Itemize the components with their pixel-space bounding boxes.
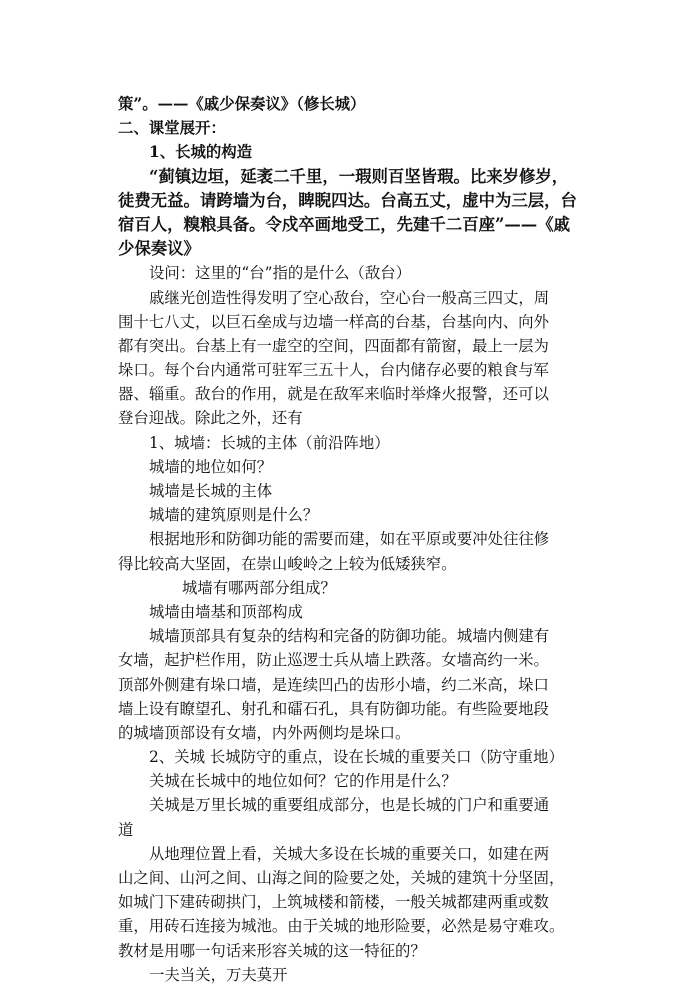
paragraph-line: 女墙，起护栏作用，防止巡逻士兵从墙上跌落。女墙高约一米。 [118,651,549,670]
question-line: 城墙的地位如何？ [149,457,273,476]
paragraph-line: 从地理位置上看，关城大多设在长城的重要关口，如建在两 [149,844,550,863]
quote-line: 徒费无益。请跨墙为台，睥睨四达。台高五丈，虚中为三层，台 [118,190,577,210]
question-line: 城墙有哪两部分组成？ [182,578,336,597]
quote-line: 少保奏议》 [118,239,200,259]
paragraph-line: 的城墙顶部设有女墙，内外两侧均是垛口。 [118,723,411,742]
paragraph-line: 得比较高大坚固，在崇山峻岭之上较为低矮狭窄。 [118,554,457,573]
subsection-heading: 1、长城的构造 [149,143,253,162]
paragraph-line: 关城是万里长城的重要组成部分，也是长城的门户和重要通 [149,796,550,815]
answer-line: 城墙由墙基和顶部构成 [149,602,303,621]
question-line: 关城在长城中的地位如何？它的作用是什么？ [149,772,457,791]
quote-source-line: 策”。——《戚少保奏议》（修长城） [118,95,366,113]
paragraph-line: 道 [118,820,134,839]
paragraph-line: 围十七八丈，以巨石垒成与边墙一样高的台基，台基向内、向外 [118,312,549,331]
quote-line: “蓟镇边垣，延袤二千里，一瑕则百坚皆瑕。比来岁修岁， [149,166,569,186]
paragraph-line: 登台迎战。除此之外，还有 [118,409,303,428]
list-item-heading: 2、关城 长城防守的重点，设在长城的重要关口（防守重地） [149,748,564,767]
quote-line: 宿百人，糗粮具备。令戍卒画地受工，先建千二百座”——《戚 [118,214,570,234]
section-heading: 二、课堂展开： [118,119,226,138]
question-line: 教材是用哪一句话来形容关城的这一特征的？ [118,941,426,960]
paragraph-line: 都有突出。台基上有一虚空的空间，四面都有箭窗，最上一层为 [118,336,549,355]
list-item-heading: 1、城墙：长城的主体（前沿阵地） [149,433,390,452]
paragraph-line: 如城门下建砖砌拱门，上筑城楼和箭楼，一般关城都建两重或数 [118,893,549,912]
paragraph-line: 顶部外侧建有垛口墙，是连续凹凸的齿形小墙，约二米高，垛口 [118,675,549,694]
paragraph-line: 重，用砖石连接为城池。由于关城的地形险要，必然是易守难攻。 [118,917,565,936]
document-page [118,92,580,987]
paragraph-line: 墙上设有瞭望孔、射孔和礌石孔，具有防御功能。有些险要地段 [118,699,549,718]
question-line: 城墙的建筑原则是什么？ [149,506,319,525]
answer-line: 城墙是长城的主体 [149,482,273,500]
paragraph-line: 戚继光创造性得发明了空心敌台，空心台一般高三四丈，周 [149,288,550,307]
paragraph-line: 垛口。每个台内通常可驻军三五十人，台内储存必要的粮食与军 [118,361,549,380]
answer-line: 一夫当关，万夫莫开 [149,965,288,984]
paragraph-line: 器、辎重。敌台的作用，就是在敌军来临时举烽火报警，还可以 [118,385,549,404]
paragraph-line: 根据地形和防御功能的需要而建，如在平原或要冲处往往修 [149,530,550,549]
paragraph-line: 山之间、山河之间、山海之间的险要之处，关城的建筑十分坚固， [118,869,565,887]
question-line: 设问：这里的“台”指的是什么（敌台） [149,264,411,283]
paragraph-line: 城墙顶部具有复杂的结构和完备的防御功能。城墙内侧建有 [149,627,550,646]
